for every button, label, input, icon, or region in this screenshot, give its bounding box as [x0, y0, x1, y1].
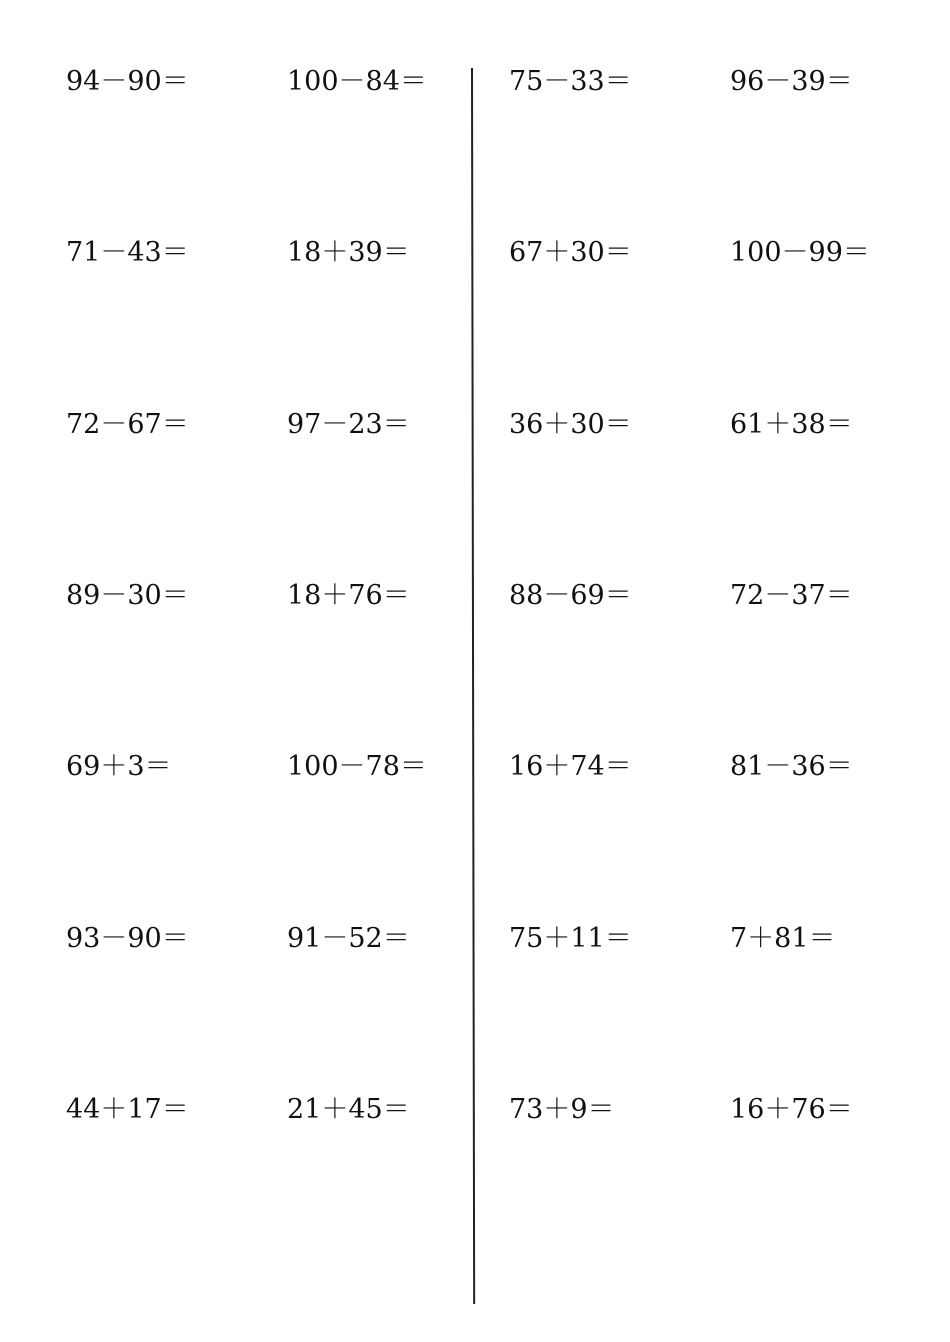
problem-r5-c2: 100－78＝ [287, 751, 427, 782]
problem-r7-c3: 73＋9＝ [509, 1094, 615, 1125]
problem-r1-c2: 100－84＝ [287, 66, 427, 97]
problem-r6-c3: 75＋11＝ [509, 923, 632, 954]
problem-r7-c1: 44＋17＝ [66, 1094, 189, 1125]
problem-r5-c3: 16＋74＝ [509, 751, 632, 782]
problem-r7-c4: 16＋76＝ [730, 1094, 853, 1125]
problem-r6-c2: 91－52＝ [287, 923, 410, 954]
problem-r6-c1: 93－90＝ [66, 923, 189, 954]
problem-r1-c3: 75－33＝ [509, 66, 632, 97]
problem-r4-c4: 72－37＝ [730, 580, 853, 611]
problem-r4-c3: 88－69＝ [509, 580, 632, 611]
problem-r7-c2: 21＋45＝ [287, 1094, 410, 1125]
problem-r2-c2: 18＋39＝ [287, 237, 410, 268]
problem-r3-c1: 72－67＝ [66, 409, 189, 440]
problem-r3-c2: 97－23＝ [287, 409, 410, 440]
problem-r1-c4: 96－39＝ [730, 66, 853, 97]
problem-r4-c1: 89－30＝ [66, 580, 189, 611]
problem-r6-c4: 7＋81＝ [730, 923, 836, 954]
problem-r3-c4: 61＋38＝ [730, 409, 853, 440]
problem-r2-c3: 67＋30＝ [509, 237, 632, 268]
problem-r5-c1: 69＋3＝ [66, 751, 172, 782]
problem-r2-c1: 71－43＝ [66, 237, 189, 268]
problem-r3-c3: 36＋30＝ [509, 409, 632, 440]
problem-r1-c1: 94－90＝ [66, 66, 189, 97]
problem-r2-c4: 100－99＝ [730, 237, 870, 268]
problem-r4-c2: 18＋76＝ [287, 580, 410, 611]
problem-r5-c4: 81－36＝ [730, 751, 853, 782]
